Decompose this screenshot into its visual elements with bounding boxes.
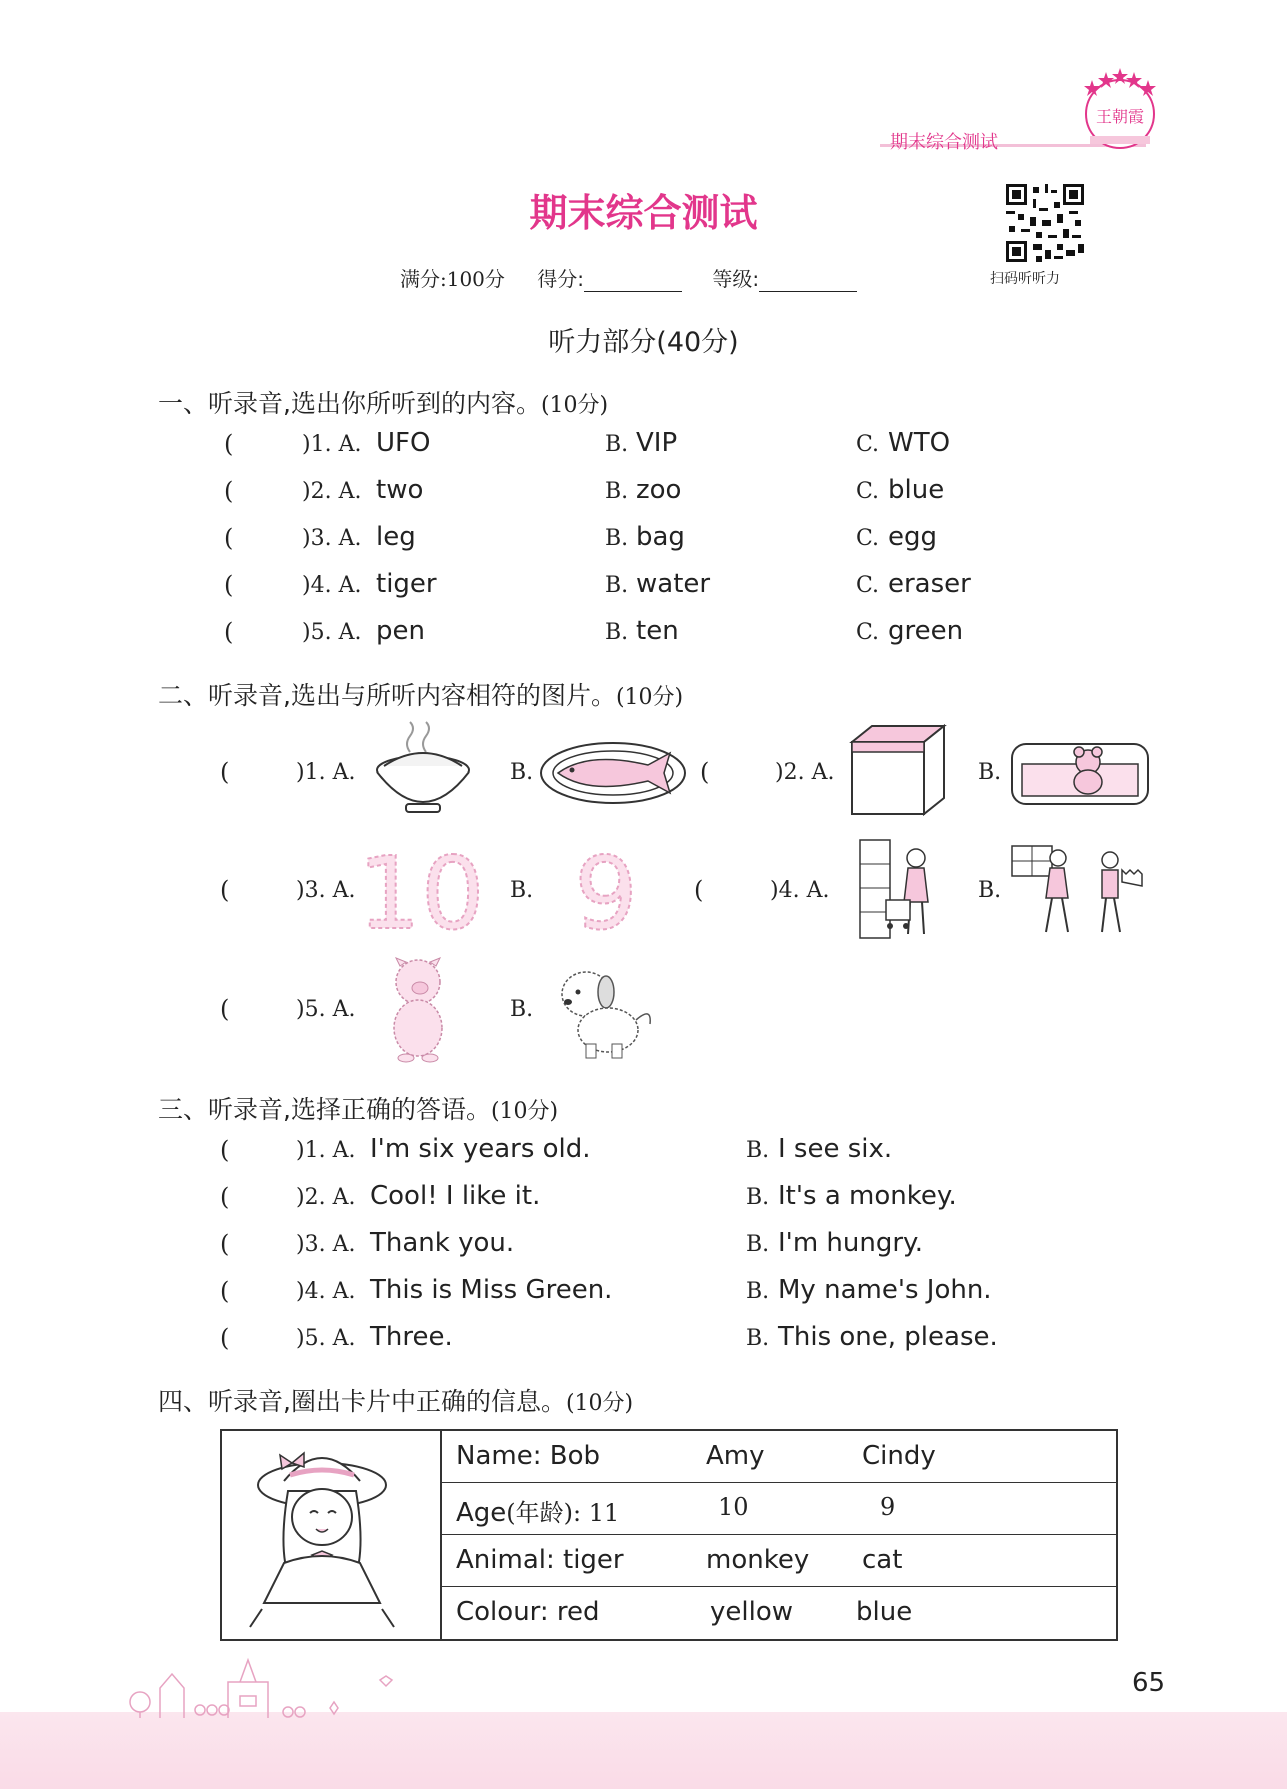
castle-decoration-icon — [120, 1650, 420, 1720]
row-label: Colour: red — [456, 1597, 600, 1627]
answer-paren[interactable]: ( — [700, 758, 710, 786]
page-number: 65 — [1132, 1668, 1166, 1698]
full-score: 满分:100分 — [400, 267, 505, 291]
row-option[interactable]: blue — [856, 1597, 913, 1627]
svg-text:9: 9 — [574, 835, 638, 952]
option-a[interactable]: UFO — [376, 428, 431, 458]
fish-plate-icon[interactable] — [538, 740, 688, 806]
answer-paren[interactable]: ( — [694, 876, 704, 904]
option-a[interactable]: leg — [376, 522, 416, 552]
answer-paren[interactable]: ( — [220, 1183, 230, 1211]
table-row — [442, 1535, 1118, 1587]
answer-paren[interactable]: ( — [224, 618, 234, 646]
section3-title: 三、听录音,选择正确的答语。(10分) — [158, 1095, 559, 1124]
teddy-bed-icon[interactable] — [1008, 734, 1152, 810]
option-b[interactable]: I see six. — [778, 1134, 893, 1164]
list-item: ( )2. A. Cool! I like it. B. It's a monkey. — [220, 1181, 957, 1211]
option-b[interactable]: VIP — [636, 428, 678, 458]
qr-code-icon[interactable] — [1006, 184, 1084, 262]
pig-icon[interactable] — [380, 956, 456, 1064]
table-row — [442, 1587, 1118, 1639]
option-a[interactable]: This is Miss Green. — [370, 1275, 613, 1305]
row-label: Name: Bob — [456, 1441, 600, 1471]
option-b[interactable]: My name's John. — [778, 1275, 992, 1305]
row-option[interactable]: cat — [862, 1545, 903, 1575]
list-item: ( )1. A. UFO B. VIP C. WTO — [224, 428, 951, 458]
option-b[interactable]: This one, please. — [778, 1322, 998, 1352]
answer-paren[interactable]: ( — [220, 995, 230, 1023]
part-title: 听力部分(40分) — [548, 327, 739, 358]
option-a[interactable]: pen — [376, 616, 425, 646]
option-b[interactable]: It's a monkey. — [778, 1181, 957, 1211]
option-c[interactable]: eraser — [888, 569, 971, 599]
option-a[interactable]: Cool! I like it. — [370, 1181, 541, 1211]
row-option[interactable]: monkey — [706, 1545, 810, 1575]
option-c[interactable]: green — [888, 616, 964, 646]
answer-paren[interactable]: ( — [220, 1136, 230, 1164]
table-row — [442, 1431, 1118, 1483]
qr-caption: 扫码听听力 — [990, 271, 1060, 287]
section4-title: 四、听录音,圈出卡片中正确的信息。(10分) — [158, 1387, 634, 1416]
option-b[interactable]: water — [636, 569, 711, 599]
footer-band — [0, 1712, 1287, 1789]
option-a[interactable]: I'm six years old. — [370, 1134, 591, 1164]
option-b[interactable]: ten — [636, 616, 679, 646]
row-option[interactable]: Amy — [706, 1441, 765, 1471]
row-option[interactable]: 9 — [880, 1493, 896, 1521]
svg-text:10: 10 — [357, 835, 485, 952]
section2-title: 二、听录音,选出与所听内容相符的图片。(10分) — [158, 681, 684, 710]
option-a[interactable]: Thank you. — [370, 1228, 515, 1258]
supermarket-girl-icon[interactable] — [858, 838, 940, 942]
girl-with-hat-icon — [222, 1431, 440, 1639]
gift-box-icon[interactable] — [848, 722, 948, 818]
badge-text: 王朝霞 — [1095, 107, 1145, 126]
option-b[interactable]: bag — [636, 522, 685, 552]
option-b[interactable]: zoo — [636, 475, 682, 505]
info-card-table — [220, 1429, 1118, 1641]
option-a[interactable]: Three. — [370, 1322, 453, 1352]
answer-paren[interactable]: ( — [220, 1230, 230, 1258]
brand-badge-icon — [1070, 66, 1170, 156]
option-b[interactable]: I'm hungry. — [778, 1228, 923, 1258]
list-item: ( )4. A. This is Miss Green. B. My name's John. — [220, 1275, 992, 1305]
answer-paren[interactable]: ( — [220, 1277, 230, 1305]
list-item: ( )5. A. pen B. ten C. green — [224, 616, 964, 646]
score-label: 得分: — [537, 267, 585, 291]
page-title: 期末综合测试 — [529, 191, 758, 235]
row-option[interactable]: yellow — [710, 1597, 794, 1627]
row-option[interactable]: 10 — [718, 1493, 749, 1521]
answer-paren[interactable]: ( — [220, 876, 230, 904]
number-nine-icon[interactable] — [570, 835, 642, 952]
card-image-cell — [222, 1431, 442, 1639]
answer-paren[interactable]: ( — [224, 477, 234, 505]
option-a[interactable]: tiger — [376, 569, 437, 599]
answer-paren[interactable]: ( — [224, 430, 234, 458]
list-item: ( )5. A. Three. B. This one, please. — [220, 1322, 998, 1352]
header-label: 期末综合测试 — [890, 132, 998, 153]
option-c[interactable]: egg — [888, 522, 938, 552]
grade-label: 等级: — [712, 267, 760, 291]
rice-bowl-icon[interactable] — [370, 722, 476, 822]
section1-title: 一、听录音,选出你所听到的内容。(10分) — [158, 389, 609, 418]
answer-paren[interactable]: ( — [220, 1324, 230, 1352]
row-option[interactable]: Cindy — [862, 1441, 936, 1471]
list-item: ( )2. A. two B. zoo C. blue — [224, 475, 945, 505]
grade-blank[interactable] — [759, 271, 857, 292]
row-label: Age(年龄): 11 — [456, 1498, 620, 1528]
option-a[interactable]: two — [376, 475, 424, 505]
number-ten-icon[interactable] — [357, 835, 485, 952]
score-line — [400, 263, 857, 292]
option-c[interactable]: WTO — [888, 428, 951, 458]
list-item: ( )1. A. I'm six years old. B. I see six. — [220, 1134, 893, 1164]
dog-icon[interactable] — [550, 964, 656, 1060]
list-item: ( )3. A. Thank you. B. I'm hungry. — [220, 1228, 923, 1258]
table-row — [442, 1483, 1118, 1535]
list-item: ( )3. A. leg B. bag C. egg — [224, 522, 938, 552]
list-item: ( )4. A. tiger B. water C. eraser — [224, 569, 971, 599]
answer-paren[interactable]: ( — [224, 571, 234, 599]
score-blank[interactable] — [584, 271, 682, 292]
walking-kids-icon[interactable] — [1010, 842, 1146, 940]
answer-paren[interactable]: ( — [220, 758, 230, 786]
option-c[interactable]: blue — [888, 475, 945, 505]
row-label: Animal: tiger — [456, 1545, 624, 1575]
answer-paren[interactable]: ( — [224, 524, 234, 552]
